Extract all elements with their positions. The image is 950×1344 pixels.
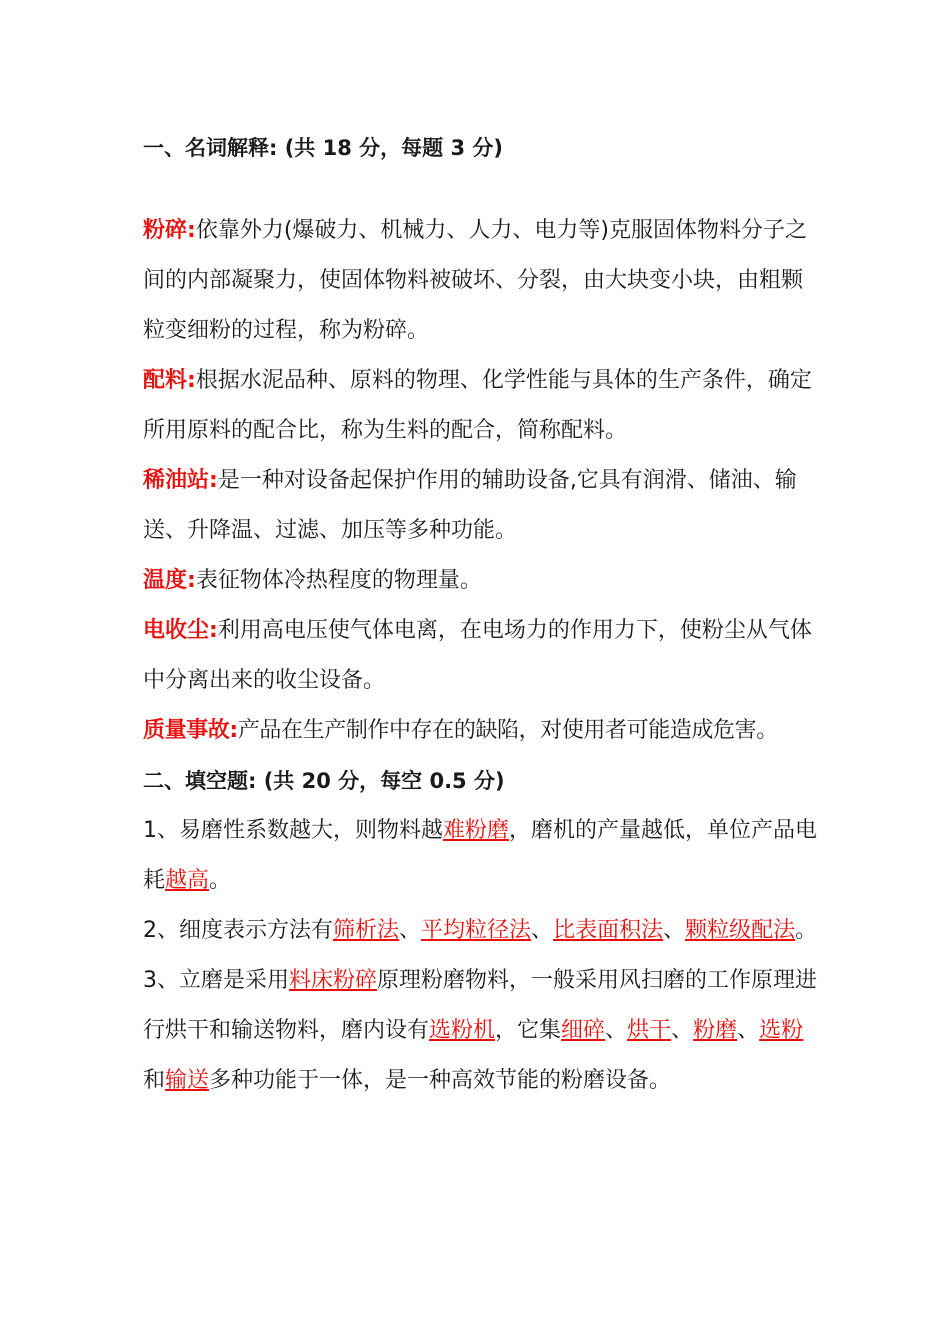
definition-temperature xyxy=(143,556,823,606)
term-label: 质量事故: xyxy=(143,718,238,743)
answer-blank: 难粉磨 xyxy=(443,818,510,843)
definition-text: 根据水泥品种、原料的物理、化学性能与具体的生产条件，确定所用原料的配合比，称为生料的配合，简称配料。 xyxy=(143,368,812,443)
answer-blank: 越高 xyxy=(165,868,210,893)
answer-blank: 输送 xyxy=(165,1068,210,1093)
separator: 、 xyxy=(531,918,554,943)
separator: 、 xyxy=(399,918,422,943)
answer-blank: 比表面积法 xyxy=(553,918,664,943)
question-1 xyxy=(143,806,823,906)
answer-blank: 颗粒级配法 xyxy=(685,918,796,943)
definition-quality-accident xyxy=(143,706,823,756)
question-text: ，磨机的产量越低，单位产品电耗 xyxy=(143,818,818,893)
section1-heading: 一、名词解释: (共 18 分，每题 3 分) xyxy=(143,136,503,160)
question-text: 3、立磨是采用 xyxy=(143,968,289,993)
separator: 、 xyxy=(663,918,686,943)
question-text: ，它集 xyxy=(495,1018,562,1043)
definition-text: 依靠外力(爆破力、机械力、人力、电力等)克服固体物料分子之间的内部凝聚力，使固体物料被破坏、分裂，由大块变小块，由粗颗粒变细粉的过程，称为粉碎。 xyxy=(143,218,807,343)
question-text: 。 xyxy=(795,918,818,943)
definition-text: 表征物体冷热程度的物理量。 xyxy=(195,568,482,593)
term-label: 温度: xyxy=(143,568,196,593)
question-text: 原理粉磨物料，一般采用风扫磨的工作原理进行烘干和输送物料，磨内设有 xyxy=(143,968,818,1043)
answer-blank: 细碎 xyxy=(561,1018,606,1043)
answer-blank: 烘干 xyxy=(627,1018,672,1043)
question-text: 1、易磨性系数越大，则物料越 xyxy=(143,818,443,843)
definition-text: 产品在生产制作中存在的缺陷，对使用者可能造成危害。 xyxy=(237,718,778,743)
question-text: 。 xyxy=(209,868,232,893)
separator: 、 xyxy=(671,1018,694,1043)
document-content xyxy=(143,128,823,1106)
definition-oil-station xyxy=(143,456,823,556)
answer-blank: 筛析法 xyxy=(333,918,400,943)
separator: 、 xyxy=(605,1018,628,1043)
term-label: 粉碎: xyxy=(143,218,196,243)
answer-blank: 料床粉碎 xyxy=(289,968,378,993)
question-text: 和 xyxy=(143,1068,166,1093)
answer-blank: 选粉机 xyxy=(429,1018,496,1043)
definition-electrostatic-precipitator xyxy=(143,606,823,706)
definition-batching xyxy=(143,356,823,456)
definition-crushing xyxy=(143,206,823,356)
question-3 xyxy=(143,956,823,1106)
separator: 、 xyxy=(737,1018,760,1043)
answer-blank: 平均粒径法 xyxy=(421,918,532,943)
term-label: 电收尘: xyxy=(143,618,218,643)
answer-blank: 选粉 xyxy=(759,1018,804,1043)
question-text: 多种功能于一体，是一种高效节能的粉磨设备。 xyxy=(209,1068,672,1093)
section2-heading: 二、填空题: (共 20 分，每空 0.5 分) xyxy=(143,769,505,793)
term-label: 配料: xyxy=(143,368,196,393)
term-label: 稀油站: xyxy=(143,468,218,493)
definition-text: 是一种对设备起保护作用的辅助设备,它具有润滑、储油、输送、升降温、过滤、加压等多种功能。 xyxy=(143,468,797,543)
definition-text: 利用高电压使气体电离，在电场力的作用力下，使粉尘从气体中分离出来的收尘设备。 xyxy=(143,618,812,693)
question-2 xyxy=(143,906,823,956)
answer-blank: 粉磨 xyxy=(693,1018,738,1043)
question-text: 2、细度表示方法有 xyxy=(143,918,333,943)
